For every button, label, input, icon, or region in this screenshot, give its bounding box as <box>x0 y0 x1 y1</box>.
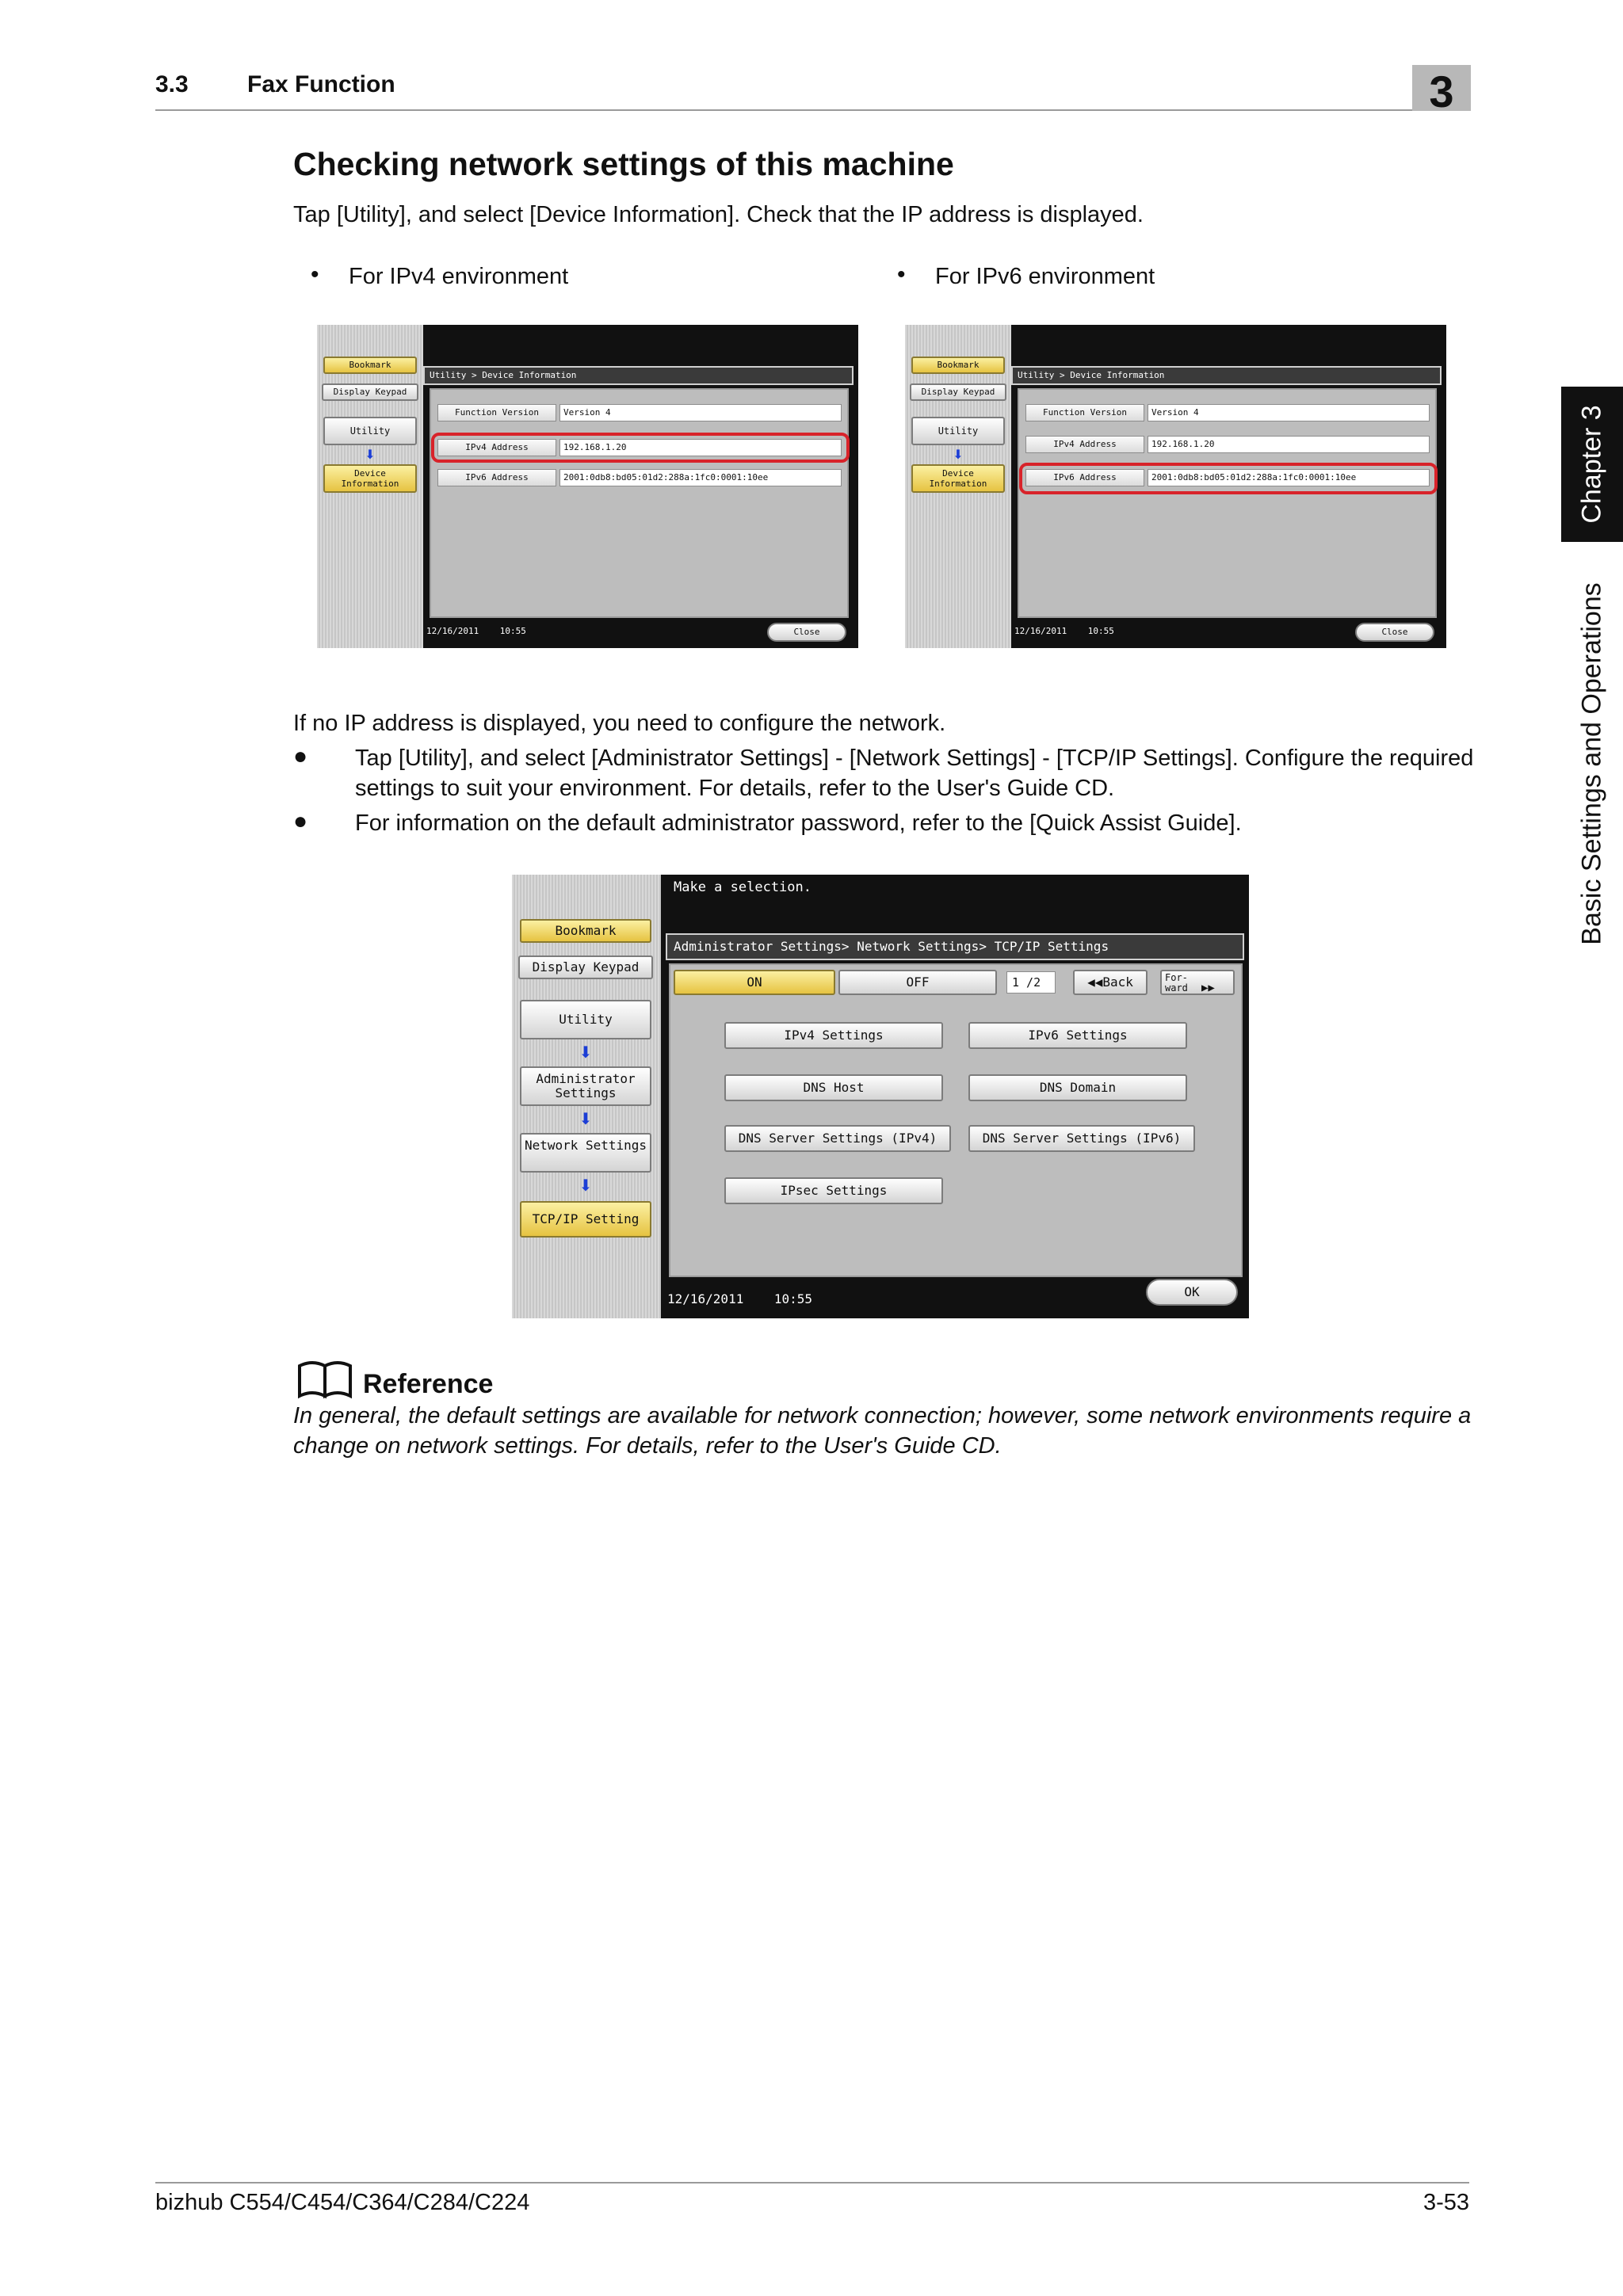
administrator-settings-button[interactable]: Administrator Settings <box>520 1066 651 1106</box>
down-arrow-icon: ⬇ <box>365 447 376 462</box>
content-area <box>1018 388 1437 618</box>
content-area <box>669 963 1243 1277</box>
page-indicator: 1 /2 <box>1006 971 1056 994</box>
bookmark-button[interactable]: Bookmark <box>323 357 417 374</box>
footer-datetime: 12/16/2011 10:55 <box>426 626 526 636</box>
back-label: Back <box>1102 974 1133 990</box>
dns-domain-button[interactable]: DNS Domain <box>968 1074 1187 1101</box>
back-arrow-icon: ◀◀ <box>1087 974 1103 990</box>
footer-model: bizhub C554/C454/C364/C284/C224 <box>155 2190 530 2215</box>
intro-text: Tap [Utility], and select [Device Information]. Check that the IP address is displayed. <box>293 202 1144 227</box>
ipv4-address-label: IPv4 Address <box>1025 436 1144 453</box>
header-rule <box>155 109 1469 111</box>
function-version-value: Version 4 <box>559 404 842 421</box>
bookmark-button[interactable]: Bookmark <box>520 919 651 943</box>
device-info-screenshot-ipv4 <box>317 325 858 648</box>
down-arrow-icon: ⬇ <box>579 1176 593 1195</box>
tcpip-setting-button[interactable]: TCP/IP Setting <box>520 1201 651 1238</box>
forward-label: For-ward <box>1165 972 1188 994</box>
tcpip-settings-screenshot <box>512 875 1249 1318</box>
dns-server-ipv4-button[interactable]: DNS Server Settings (IPv4) <box>724 1125 951 1152</box>
dns-server-ipv6-button[interactable]: DNS Server Settings (IPv6) <box>968 1125 1195 1152</box>
chapter-tab-label: Chapter 3 <box>1576 405 1607 524</box>
ipv4-address-value: 192.168.1.20 <box>1148 436 1430 453</box>
display-keypad-button[interactable]: Display Keypad <box>322 383 418 401</box>
section-tab-label: Basic Settings and Operations <box>1576 582 1607 945</box>
bullet-marker: • <box>897 261 906 288</box>
close-button[interactable]: Close <box>767 623 846 642</box>
ok-button[interactable]: OK <box>1146 1279 1238 1306</box>
down-arrow-icon: ⬇ <box>579 1109 593 1128</box>
ipv6-address-value: 2001:0db8:bd05:01d2:288a:1fc0:0001:10ee <box>1148 469 1430 486</box>
selection-message: Make a selection. <box>674 879 812 895</box>
bullet-marker: • <box>311 261 319 288</box>
bookmark-button[interactable]: Bookmark <box>911 357 1005 374</box>
ipv6-settings-button[interactable]: IPv6 Settings <box>968 1022 1187 1049</box>
page-number: 3-53 <box>1423 2190 1469 2215</box>
reference-body: In general, the default settings are available for network connection; however, some network environments require a change on network settings. For details, refer to the User's Guide CD. <box>293 1403 1472 1459</box>
screen-title-bar: Administrator Settings> Network Settings> TCP/IP Settings <box>666 933 1244 960</box>
network-settings-button[interactable]: Network Settings <box>520 1133 651 1173</box>
section-number: 3.3 <box>155 71 189 97</box>
down-arrow-icon: ⬇ <box>953 447 964 462</box>
footer-rule <box>155 2182 1469 2183</box>
function-version-value: Version 4 <box>1148 404 1430 421</box>
footer-datetime: 12/16/2011 10:55 <box>667 1291 813 1306</box>
bullet-marker: ● <box>293 808 308 834</box>
off-button[interactable]: OFF <box>838 970 997 995</box>
screen-title-bar: Utility > Device Information <box>423 366 854 385</box>
device-information-button[interactable]: Device Information <box>323 464 417 493</box>
config-bullet-1: Tap [Utility], and select [Administrator Settings] - [Network Settings] - [TCP/IP Settings]. Configure the required settings to suit your environment. For details, refer to the User's Guide CD. <box>355 746 1474 801</box>
ipv6-address-label: IPv6 Address <box>437 469 556 486</box>
content-area <box>430 388 849 618</box>
ipv4-highlight-frame <box>431 433 850 463</box>
dns-host-button[interactable]: DNS Host <box>724 1074 943 1101</box>
bullet-marker: ● <box>293 743 308 769</box>
ipsec-settings-button[interactable]: IPsec Settings <box>724 1177 943 1204</box>
ipv6-env-label: For IPv6 environment <box>935 264 1155 289</box>
ipv6-address-value: 2001:0db8:bd05:01d2:288a:1fc0:0001:10ee <box>559 469 842 486</box>
page-heading: Checking network settings of this machine <box>293 146 954 182</box>
utility-button[interactable]: Utility <box>520 1000 651 1039</box>
function-version-label: Function Version <box>1025 404 1144 421</box>
ipv4-env-label: For IPv4 environment <box>349 264 569 289</box>
chapter-tab <box>1561 387 1623 542</box>
book-icon <box>296 1360 353 1399</box>
on-button[interactable]: ON <box>674 970 835 995</box>
ipv4-address-label: IPv4 Address <box>437 439 556 456</box>
close-button[interactable]: Close <box>1355 623 1434 642</box>
utility-button[interactable]: Utility <box>911 417 1005 445</box>
ipv6-address-label: IPv6 Address <box>1025 469 1144 486</box>
forward-arrow-icon: ▶▶ <box>1201 982 1215 994</box>
no-ip-text: If no IP address is displayed, you need to configure the network. <box>293 711 946 736</box>
forward-button[interactable] <box>1160 970 1235 995</box>
section-tab <box>1561 567 1623 960</box>
back-button[interactable] <box>1073 970 1148 995</box>
utility-button[interactable]: Utility <box>323 417 417 445</box>
ipv4-settings-button[interactable]: IPv4 Settings <box>724 1022 943 1049</box>
device-info-screenshot-ipv6 <box>905 325 1446 648</box>
function-version-label: Function Version <box>437 404 556 421</box>
down-arrow-icon: ⬇ <box>579 1043 593 1062</box>
ipv4-address-value: 192.168.1.20 <box>559 439 842 456</box>
section-title: Fax Function <box>247 71 395 97</box>
chapter-number: 3 <box>1429 67 1454 116</box>
display-keypad-button[interactable]: Display Keypad <box>518 955 653 979</box>
reference-heading: Reference <box>363 1369 494 1399</box>
ipv6-highlight-frame <box>1019 463 1438 494</box>
config-bullet-2: For information on the default administrator password, refer to the [Quick Assist Guide]. <box>355 810 1242 836</box>
screen-title-bar: Utility > Device Information <box>1011 366 1442 385</box>
display-keypad-button[interactable]: Display Keypad <box>910 383 1006 401</box>
device-information-button[interactable]: Device Information <box>911 464 1005 493</box>
footer-datetime: 12/16/2011 10:55 <box>1014 626 1114 636</box>
